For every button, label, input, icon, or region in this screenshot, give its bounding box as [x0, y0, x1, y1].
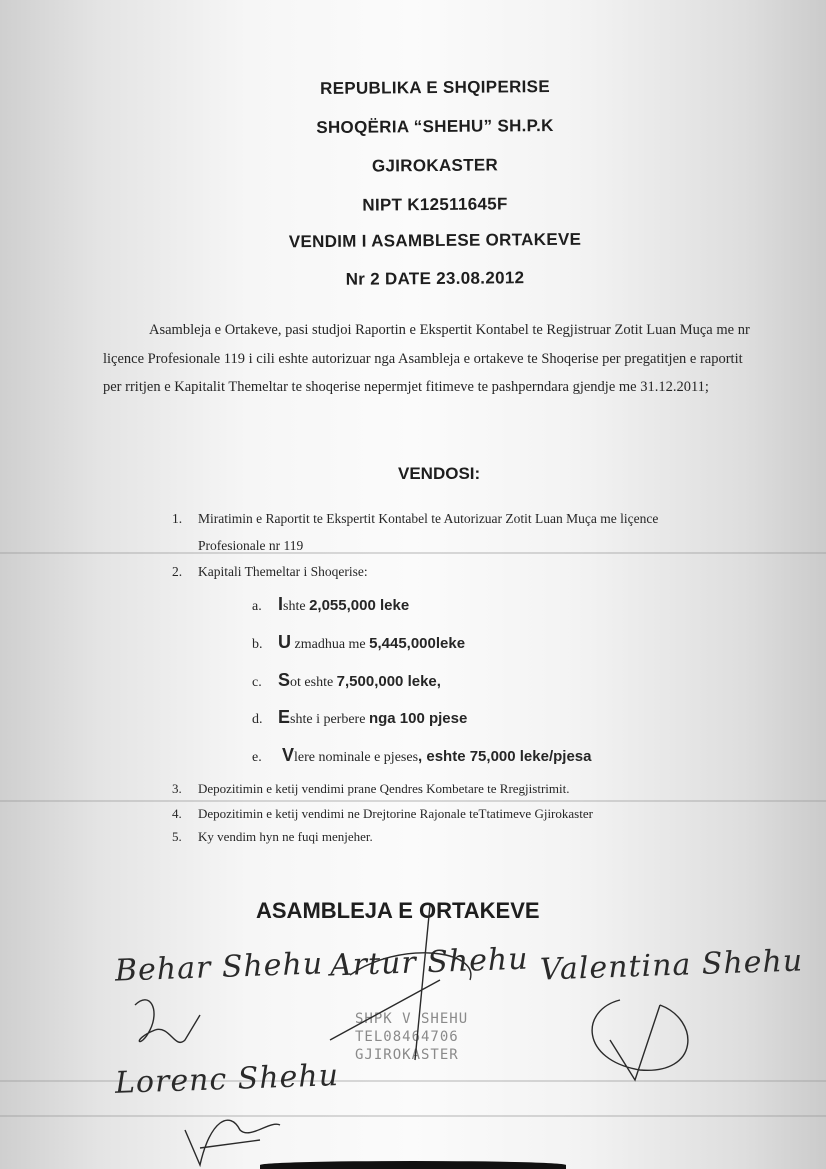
signer-name-lorenc: Lorenc Shehu	[114, 1058, 340, 1101]
signature-block-title: ASAMBLEJA E ORTAKEVE	[256, 898, 540, 923]
signature-valentina	[592, 1000, 688, 1080]
item-text: Miratimin e Raportit te Ekspertit Kontabel te Autorizuar Zotit Luan Muça me liçence	[198, 511, 659, 526]
subitem-cap: S	[278, 670, 291, 690]
signer-name-behar: Behar Shehu	[114, 946, 324, 989]
header-nipt: NIPT K12511645F	[362, 194, 508, 215]
subitem-value: 5,445,000leke	[369, 635, 466, 652]
subitem-letter: c.	[252, 675, 262, 690]
list-item-continuation: Profesionale nr 119	[198, 538, 304, 553]
stamp-line: TEL08464706	[355, 1029, 459, 1045]
intro-text: Asambleja e Ortakeve, pasi studjoi Raportin e Ekspertit Kontabel te Regjistruar Zotit Luan Muça me nr liçence Profesionale 119 i cili eshte autorizuar nga Asambleja e ortakeve te Shoqerise per pregatitjen e raportit per rritjen e Kapitalit Themeltar te shoqerise nepermjet fitimeve te pashperndara gjendje me 31.12.2011;	[103, 322, 750, 395]
signer-name-valentina: Valentina Shehu	[539, 943, 804, 988]
subitem-letter: b.	[252, 637, 263, 652]
signature-artur	[330, 905, 471, 1060]
stamp-line: SHPK V SHEHU	[355, 1011, 469, 1027]
signature-behar	[135, 1000, 200, 1043]
header-republic: REPUBLIKA E SHQIPERISE	[319, 76, 550, 99]
item-number: 1.	[172, 511, 183, 526]
subitem-text: lere nominale e pjeses	[294, 750, 419, 765]
subitem-cap: I	[278, 594, 284, 614]
subitem-cap: U	[278, 632, 291, 652]
item-text: Depozitimin e ketij vendimi prane Qendres Kombetare te Rregjistrimit.	[198, 781, 570, 796]
header-city: GJIROKASTER	[371, 155, 499, 176]
stamp-line: GJIROKASTER	[355, 1047, 459, 1063]
document-number-date: Nr 2 DATE 23.08.2012	[345, 268, 525, 289]
subitem-value: , eshte 75,000 leke/pjesa	[418, 748, 592, 765]
subitem-text: shte	[283, 599, 310, 614]
subitem-value: nga 100 pjese	[368, 710, 468, 727]
item-text: Ky vendim hyn ne fuqi menjeher.	[198, 829, 373, 844]
subitem-cap: V	[282, 745, 295, 765]
decision-heading: VENDOSI:	[398, 464, 481, 483]
subitem-value: 2,055,000 leke	[309, 597, 410, 614]
signature-lorenc	[185, 1120, 280, 1165]
subitem-letter: e.	[252, 750, 262, 765]
subitem-text: ot eshte	[290, 675, 337, 690]
item-number: 5.	[172, 829, 182, 844]
item-number: 2.	[172, 564, 183, 579]
subitem-value: 7,500,000 leke,	[336, 673, 441, 690]
signer-name-artur: Artur Shehu	[329, 941, 530, 984]
subitem-letter: a.	[252, 599, 262, 614]
document-title: VENDIM I ASAMBLESE ORTAKEVE	[288, 229, 582, 252]
header-company: SHOQËRIA “SHEHU” SH.P.K	[316, 115, 554, 138]
item-number: 4.	[172, 806, 182, 821]
subitem-letter: d.	[252, 712, 263, 727]
subitem-text: zmadhua me	[291, 637, 370, 652]
item-number: 3.	[172, 781, 182, 796]
item-text: Kapitali Themeltar i Shoqerise:	[198, 564, 368, 579]
subitem-text: shte i perbere	[290, 712, 369, 727]
subitem-cap: E	[278, 707, 291, 727]
item-text: Depozitimin e ketij vendimi ne Drejtorine Rajonale teTtatimeve Gjirokaster	[198, 806, 593, 821]
